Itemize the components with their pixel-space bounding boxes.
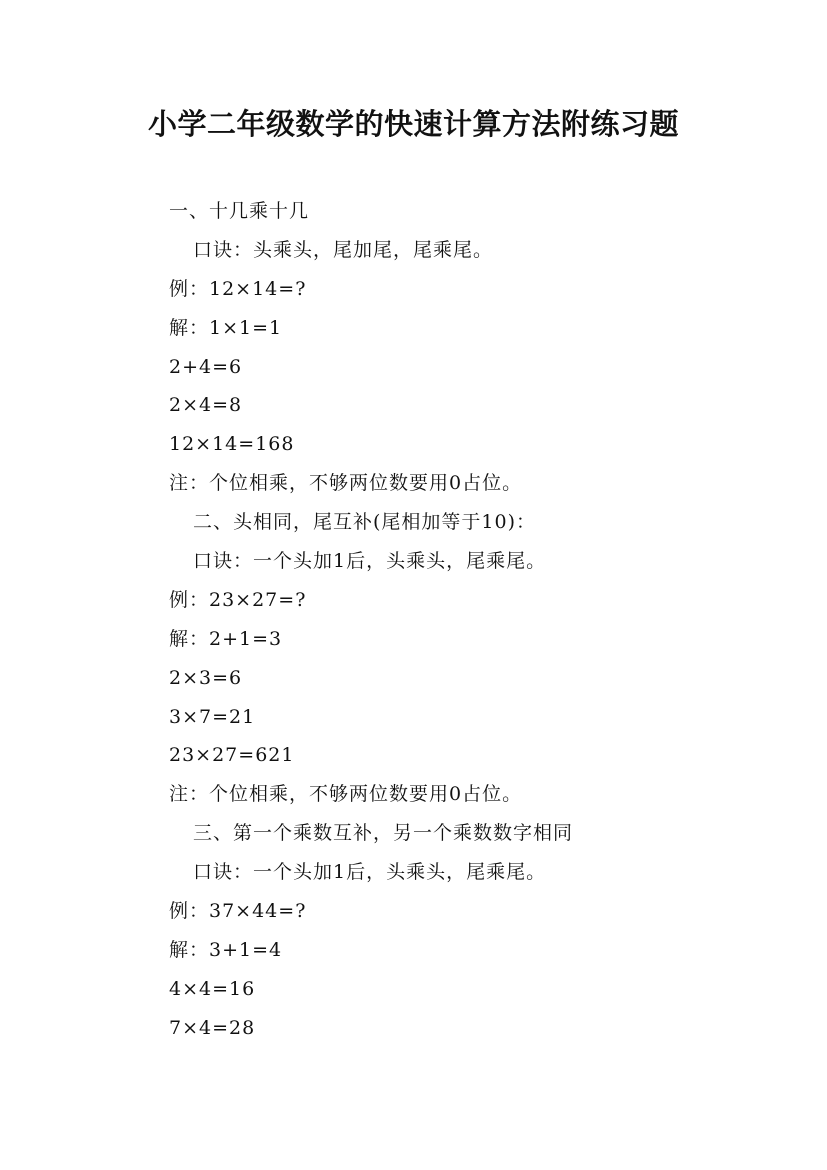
section-heading-2: 二、头相同，尾互补(尾相加等于10)： xyxy=(193,511,537,534)
solution-result: 23×27=621 xyxy=(169,744,295,767)
solution-step: 2+4=6 xyxy=(169,355,243,378)
document-title: 小学二年级数学的快速计算方法附练习题 xyxy=(147,107,679,141)
solution-line: 解：2+1=3 xyxy=(169,627,283,650)
example-line: 例：23×27=? xyxy=(169,588,307,611)
solution-result: 12×14=168 xyxy=(169,433,295,456)
solution-step: 2×3=6 xyxy=(169,666,243,689)
formula-mnemonic: 口诀：一个头加1后，头乘头，尾乘尾。 xyxy=(193,550,547,573)
solution-step: 2×4=8 xyxy=(169,394,243,417)
section-heading-1: 一、十几乘十几 xyxy=(169,200,310,222)
note-line: 注：个位相乘，不够两位数要用0占位。 xyxy=(169,472,523,495)
solution-line: 解：1×1=1 xyxy=(169,316,283,339)
document-body xyxy=(0,192,827,1048)
solution-step: 3×7=21 xyxy=(169,705,256,728)
example-line: 例：37×44=? xyxy=(169,900,307,923)
formula-mnemonic: 口诀：头乘头，尾加尾，尾乘尾。 xyxy=(193,238,494,261)
formula-mnemonic: 口诀：一个头加1后，头乘头，尾乘尾。 xyxy=(193,861,547,884)
section-heading-3: 三、第一个乘数互补，另一个乘数数字相同 xyxy=(193,822,574,845)
solution-line: 解：3+1=4 xyxy=(169,938,283,961)
solution-step: 4×4=16 xyxy=(169,977,256,1000)
example-line: 例：12×14=? xyxy=(169,277,307,300)
solution-step: 7×4=28 xyxy=(169,1016,256,1039)
note-line: 注：个位相乘，不够两位数要用0占位。 xyxy=(169,783,523,806)
